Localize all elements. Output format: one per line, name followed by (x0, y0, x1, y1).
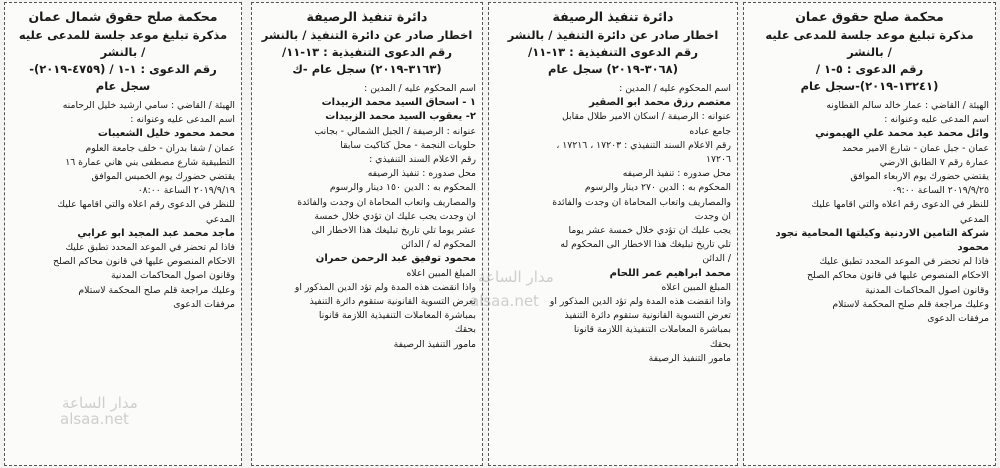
notice-case-number: رقم الدعوى التنفيذية : ١٣-١١/ (282, 45, 452, 59)
notice-court-title: دائرة تنفيذ الرصيفة (306, 9, 428, 24)
notice-line: التطبيقية شارع مصطفى بني هاني عمارة ١٦ (65, 156, 235, 168)
notice-line: اسم المدعى عليه وعنوانه : (130, 114, 235, 126)
notice-method: / بالنشر (100, 45, 146, 59)
notice-line: حلويات النجمة - محل كتاكيت سابقا (340, 139, 476, 151)
notice-line: ١٧٢٠٦ (706, 154, 731, 166)
notice-line: وقانون اصول المحاكمات المدنية (865, 284, 989, 296)
notice-line: رقم الاعلام السند التنفيذي : (369, 154, 476, 166)
notice-line: وائل محمد عيد محمد علي الهيموني (815, 128, 989, 140)
notice-court-title: دائرة تنفيذ الرصيفة (552, 9, 674, 24)
notice-line: عنوانه : الرصيفة / الجبل الشمالي - بجانب (314, 125, 476, 137)
notice-line: المبلغ المبين اعلاه (661, 281, 731, 293)
notice-line: بحقك (454, 324, 476, 336)
notice-line: تعرض التسوية القانونية ستقوم دائرة التنفيذ (564, 310, 731, 322)
notice-line: يقتضي حضورك يوم الاربعاء الموافق (850, 171, 989, 183)
notice-line: والمصاريف واتعاب المحاماة ان وجدت والفائدة (552, 196, 731, 208)
notice-rusaifa-enforcement-2 (488, 2, 738, 466)
notice-register: (٣١٦٣-٢٠١٩) سجل عام -ك (292, 62, 442, 76)
notice-line: ٢٠١٩/٩/١٩ الساعة ٠٨:٠٠ (137, 185, 235, 197)
notice-line: واذا انقضت هذه المدة ولم تؤد الدين المذكور او (549, 296, 731, 308)
notice-line: للنظر في الدعوى رقم اعلاه والتي اقامها عليك (811, 199, 989, 211)
notice-line: بحقك (709, 338, 731, 350)
notice-line: وعليك مراجعة قلم صلح المحكمة لاستلام (832, 298, 989, 310)
notice-line: والمصاريف واتعاب المحاماة ان وجدت والفائدة (297, 196, 476, 208)
notice-line: اسم المحكوم عليه / المدين : (619, 83, 731, 94)
notice-method: / بالنشر (847, 45, 892, 59)
notice-court-title: محكمة صلح حقوق عمان (795, 9, 944, 24)
notice-line: رقم الاعلام السند التنفيذي : ١٧٢٠٣ ، ١٧٢١٦ ، (556, 139, 731, 151)
notice-line: تعرض التسوية القانونية ستقوم دائرة التنفيذ (309, 296, 476, 308)
notice-line: فاذا لم تحضر في الموعد المحدد تطبق عليك (819, 256, 989, 268)
notice-line: بمباشرة المعاملات التنفيذية اللازمة قانونا (573, 324, 731, 336)
watermark-url: alsaa.net (470, 292, 539, 310)
notice-line: تلي تاريخ تبليغك هذا الاخطار الى المحكوم له (560, 239, 731, 251)
notice-line: الاحكام المنصوص عليها في قانون محاكم الصلح (806, 270, 989, 282)
notice-rusaifa-enforcement-1 (251, 2, 483, 466)
notice-case-number: رقم الدعوى : ١-١ / (٤٧٥٩-٢٠١٩)- (29, 62, 217, 76)
notice-line: الاحكام المنصوص عليها في قانون محاكم الصلح (52, 256, 235, 268)
notice-line: يجب عليك ان تؤدي خلال خمسة عشر يوما (568, 225, 731, 237)
notice-line: المحكوم به : الدين ٢٧٠ دينار والرسوم (584, 182, 731, 194)
watermark-text: مدار الساعة (478, 268, 554, 286)
notice-line: محمود توفيق عبد الرحمن حمران (315, 253, 476, 265)
notice-line: شركة التامين الاردنية وكيلتها المحامية نجود (775, 227, 989, 239)
notice-line: المدعي (960, 213, 989, 225)
notice-register: (١٣٢٤١-٢٠١٩)-سجل عام (800, 79, 939, 93)
notice-subject: مذكرة تبليغ موعد جلسة للمدعى عليه (765, 28, 974, 42)
notice-subject: مذكرة تبليغ موعد جلسة للمدعى عليه (18, 28, 228, 42)
notice-line: وقانون اصول المحاكمات المدنية (111, 270, 235, 282)
notice-line: فاذا لم تحضر في الموعد المحدد تطبق عليك (65, 242, 235, 254)
watermark-url: alsaa.net (60, 410, 129, 428)
notice-register: (٣٠٦٨-٢٠١٩) سجل عام (548, 62, 678, 76)
notice-line: عمان / شفا بدران - خلف جامعة العلوم (85, 142, 235, 154)
notice-line: مرفقات الدعوى (173, 298, 235, 310)
notice-line: محمود (957, 242, 989, 254)
notice-north-amman-court (4, 2, 242, 466)
notice-register: سجل عام (95, 79, 151, 93)
notice-line: الهيئة / القاضي : سامي ارشيد خليل الرحامنه (62, 100, 235, 111)
notice-line: اسم المدعى عليه وعنوانه : (884, 114, 989, 126)
notice-line: يقتضي حضورك يوم الخميس الموافق (91, 171, 235, 183)
notice-line: وعليك مراجعة قلم صلح المحكمة لاستلام (78, 284, 235, 296)
notice-line: ماجد محمد عبد المجيد ابو عرابي (77, 227, 235, 239)
notice-line: واذا انقضت هذه المدة ولم تؤد الدين المذكور او (294, 281, 476, 293)
notice-line: مامور التنفيذ الرصيفة (648, 352, 731, 364)
notice-line: ١ - اسحاق السيد محمد الزبيدات (321, 97, 476, 109)
notice-line: عمارة رقم ٧ الطابق الارضي (879, 156, 989, 168)
notice-line: / الدائن (702, 253, 731, 265)
notice-line: اسم المحكوم عليه / المدين : (364, 83, 476, 94)
notice-line: محل صدوره : تنفيذ الرصيفه (622, 168, 731, 180)
notice-line: عشر يوما تلي تاريخ تبليغك هذا الاخطار الى (311, 225, 476, 237)
notice-line: محمد محمود خليل الشعيبات (97, 128, 235, 140)
notice-line: عمان - جبل عمان - شارع الامير محمد (842, 142, 989, 154)
notice-line: مامور التنفيذ الرصيفة (393, 338, 476, 350)
notice-line: عنوانه : الرصيفة / اسكان الامير طلال مقابل (561, 111, 731, 123)
notice-amman-court (743, 2, 996, 466)
notice-line: المدعي (206, 213, 235, 225)
notice-line: مرفقات الدعوى (927, 313, 989, 325)
notice-line: محمد ابراهيم عمر اللحام (609, 267, 731, 279)
notice-line: المحكوم له / الدائن (401, 239, 476, 251)
notice-court-title: محكمة صلح حقوق شمال عمان (28, 9, 218, 24)
notice-subject: اخطار صادر عن دائرة التنفيذ / بالنشر (507, 28, 719, 42)
notice-line: معتصم رزق محمد ابو الصقير (589, 97, 731, 109)
notice-subject: اخطار صادر عن دائرة التنفيذ / بالنشر (261, 28, 473, 42)
notice-line: بمباشرة المعاملات التنفيذية اللازمة قانونا (318, 310, 476, 322)
notice-line: ان وجدت (694, 210, 731, 222)
notice-line: محل صدوره : تنفيذ الرصيفه (367, 168, 476, 180)
notice-line: للنظر في الدعوى رقم اعلاه والتي اقامها عليك (57, 199, 235, 211)
notice-line: ان وجدت يجب عليك ان تؤدي خلال خمسة (314, 210, 476, 222)
notice-case-number: رقم الدعوى التنفيذية : ١٣-١١/ (528, 45, 698, 59)
notice-line: ٢- يعقوب السيد محمد الزبيدات (325, 111, 476, 123)
notice-line: المبلغ المبين اعلاه (406, 267, 476, 279)
notice-line: جامع عباده (689, 125, 731, 137)
notice-case-number: رقم الدعوى : ٥-١ / (815, 62, 924, 76)
notice-line: ٢٠١٩/٩/٢٥ الساعة ٠٩:٠٠ (891, 185, 989, 197)
watermark-text: مدار الساعة (62, 394, 138, 412)
notice-line: المحكوم به : الدين ١٥٠ دينار والرسوم (329, 182, 476, 194)
notice-line: الهيئة / القاضي : عمار خالد سالم القطاونه (826, 100, 989, 111)
